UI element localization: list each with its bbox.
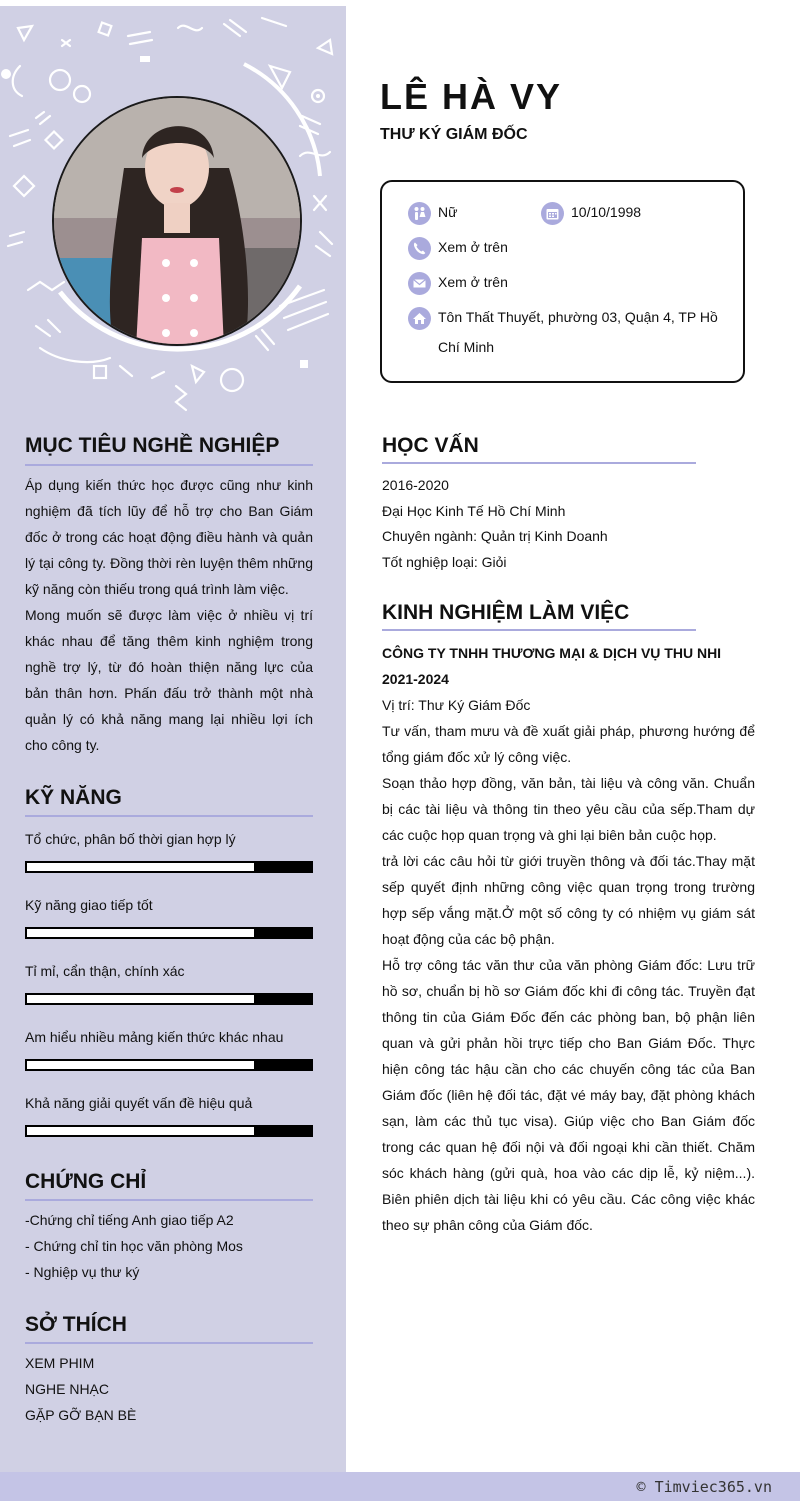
education-divider	[382, 462, 696, 464]
skill-bar	[25, 927, 313, 939]
objective-paragraph: Áp dụng kiến thức học được cũng như kinh nghiệm đã tích lũy để hỗ trợ cho Ban Giám đốc ở trong các hoạt động điều hành và quản lý tại công ty. Đồng thời rèn luyện thêm những kỹ năng còn thiếu trong quá trình làm việc.	[25, 477, 313, 597]
company-name: CÔNG TY TNHH THƯƠNG MẠI & DỊCH VỤ THU NHI	[382, 645, 722, 661]
education-details	[382, 473, 762, 575]
education-line: 2016-2020	[382, 477, 449, 493]
objective-paragraph: Mong muốn sẽ được làm việc ở nhiều vị trí khác nhau để tăng thêm kinh nghiệm trong nghề trợ lý, từ đó hoàn thiện năng lực của bản thân hơn. Phấn đấu trở thành một nhà quản lý có khả năng mang lại nhiều lợi ích cho công ty.	[25, 607, 313, 753]
experience-title: KINH NGHIỆM LÀM VIỆC	[382, 601, 630, 624]
experience-paragraph: Tư vấn, tham mưu và đề xuất giải pháp, phương hướng để tổng giám đốc xử lý công việc.	[382, 723, 755, 765]
work-position: Vị trí: Thư Ký Giám Đốc	[382, 697, 531, 713]
certificates-title: CHỨNG CHỈ	[25, 1170, 147, 1193]
avatar-illustration	[54, 98, 302, 346]
address-row	[408, 309, 718, 362]
skill-bar	[25, 861, 313, 873]
skill-name: Am hiểu nhiều mảng kiến thức khác nhau	[25, 1029, 284, 1045]
skill-item	[25, 963, 313, 1005]
education-line: Chuyên ngành: Quản trị Kinh Doanh	[382, 528, 608, 544]
calendar-icon	[541, 202, 564, 225]
skill-bar	[25, 993, 313, 1005]
experience-paragraph: trả lời các câu hỏi từ giới truyền thông và đối tác.Thay mặt sếp quyết định những công việc quan trọng trong trường hợp sếp vắng mặt.Ở một số công ty có nhiệm vụ giám sát hoạt động của các bộ phận.	[382, 853, 755, 947]
hobbies-title: SỞ THÍCH	[25, 1313, 127, 1336]
phone-row	[408, 239, 508, 260]
education-title: HỌC VẤN	[382, 434, 479, 457]
home-icon	[408, 307, 431, 330]
hobbies-divider	[25, 1342, 313, 1344]
hobby-item: NGHE NHẠC	[25, 1381, 110, 1397]
experience-details	[382, 640, 755, 1238]
avatar	[52, 96, 302, 346]
certificate-item: - Chứng chỉ tin học văn phòng Mos	[25, 1238, 243, 1254]
experience-paragraph: Soạn thảo hợp đồng, văn bản, tài liệu và công văn. Chuẩn bị các tài liệu và thông tin theo yêu cầu của sếp.Tham dự các cuộc họp quan trọng và ghi lại biên bản cuộc họp.	[382, 775, 755, 843]
hobbies-list	[25, 1350, 313, 1428]
birthday-row	[541, 204, 641, 225]
gender-value: Nữ	[438, 204, 458, 220]
gender-icon	[408, 202, 431, 225]
footer-bar	[0, 1472, 800, 1501]
gender-row	[408, 204, 457, 225]
email-icon	[408, 272, 431, 295]
skill-bar-fill	[254, 1127, 311, 1135]
objective-divider	[25, 464, 313, 466]
skill-name: Kỹ năng giao tiếp tốt	[25, 897, 153, 913]
certificate-item: - Nghiệp vụ thư ký	[25, 1264, 140, 1280]
email-row	[408, 274, 508, 295]
skill-item	[25, 1095, 313, 1137]
certificate-item: -Chứng chỉ tiếng Anh giao tiếp A2	[25, 1212, 234, 1228]
education-line: Tốt nghiệp loại: Giỏi	[382, 553, 507, 570]
hobby-item: GẶP GỠ BẠN BÈ	[25, 1407, 137, 1423]
skill-name: Khả năng giải quyết vấn đề hiệu quả	[25, 1095, 253, 1111]
skill-bar-fill	[254, 863, 311, 871]
certificates-divider	[25, 1199, 313, 1201]
experience-paragraph: Hỗ trợ công tác văn thư của văn phòng Giám đốc: Lưu trữ hồ sơ, chuẩn bị hồ sơ Giám đốc khi đi công tác. Truyền đạt thông tin của Giám Đốc đến các phòng ban, bộ phận liên quan và gửi phản hồi trực tiếp cho Ban Giám Đốc. Thực hiện công tác hậu cần cho các chuyến công tác của Ban Giám đốc (liên hệ đối tác, đặt vé máy bay, đặt phòng khách sạn, làm các thủ tục visa). Giúp việc cho Ban Giám đốc trong các quan hệ đối nội và đối ngoại khi cần thiết. Chăm sóc khách hàng (gửi quà, hoa vào các dịp lễ, kỷ niệm...). Biên phiên dịch tài liệu khi có yêu cầu. Các công việc khác theo sự phân công của Giám đốc.	[382, 957, 755, 1233]
skills-divider	[25, 815, 313, 817]
job-title: THƯ KÝ GIÁM ĐỐC	[380, 126, 528, 143]
skill-bar-fill	[254, 1061, 311, 1069]
certificates-list	[25, 1207, 313, 1285]
contact-box	[380, 180, 745, 383]
education-line: Đại Học Kinh Tế Hồ Chí Minh	[382, 502, 566, 519]
phone-value: Xem ở trên	[438, 239, 508, 255]
skill-bar-fill	[254, 929, 311, 937]
skill-item	[25, 1029, 313, 1071]
skill-bar-fill	[254, 995, 311, 1003]
birthday-value: 10/10/1998	[571, 204, 642, 220]
objective-title: MỤC TIÊU NGHỀ NGHIỆP	[25, 434, 280, 457]
footer-copyright: © Timviec365.vn	[636, 1478, 772, 1496]
skill-item	[25, 897, 313, 939]
skill-name: Tỉ mỉ, cẩn thận, chính xác	[25, 963, 185, 979]
candidate-name: LÊ HÀ VY	[380, 76, 563, 117]
skill-bar	[25, 1125, 313, 1137]
skill-item	[25, 831, 313, 873]
skills-title: KỸ NĂNG	[25, 786, 122, 809]
experience-divider	[382, 629, 696, 631]
skill-name: Tổ chức, phân bố thời gian hợp lý	[25, 831, 236, 847]
address-value: Tôn Thất Thuyết, phường 03, Quận 4, TP Hồ Chí Minh	[438, 309, 718, 355]
phone-icon	[408, 237, 431, 260]
objective-text	[25, 472, 313, 758]
email-value: Xem ở trên	[438, 274, 508, 290]
skill-bar	[25, 1059, 313, 1071]
hobby-item: XEM PHIM	[25, 1355, 95, 1371]
work-period: 2021-2024	[382, 671, 449, 687]
